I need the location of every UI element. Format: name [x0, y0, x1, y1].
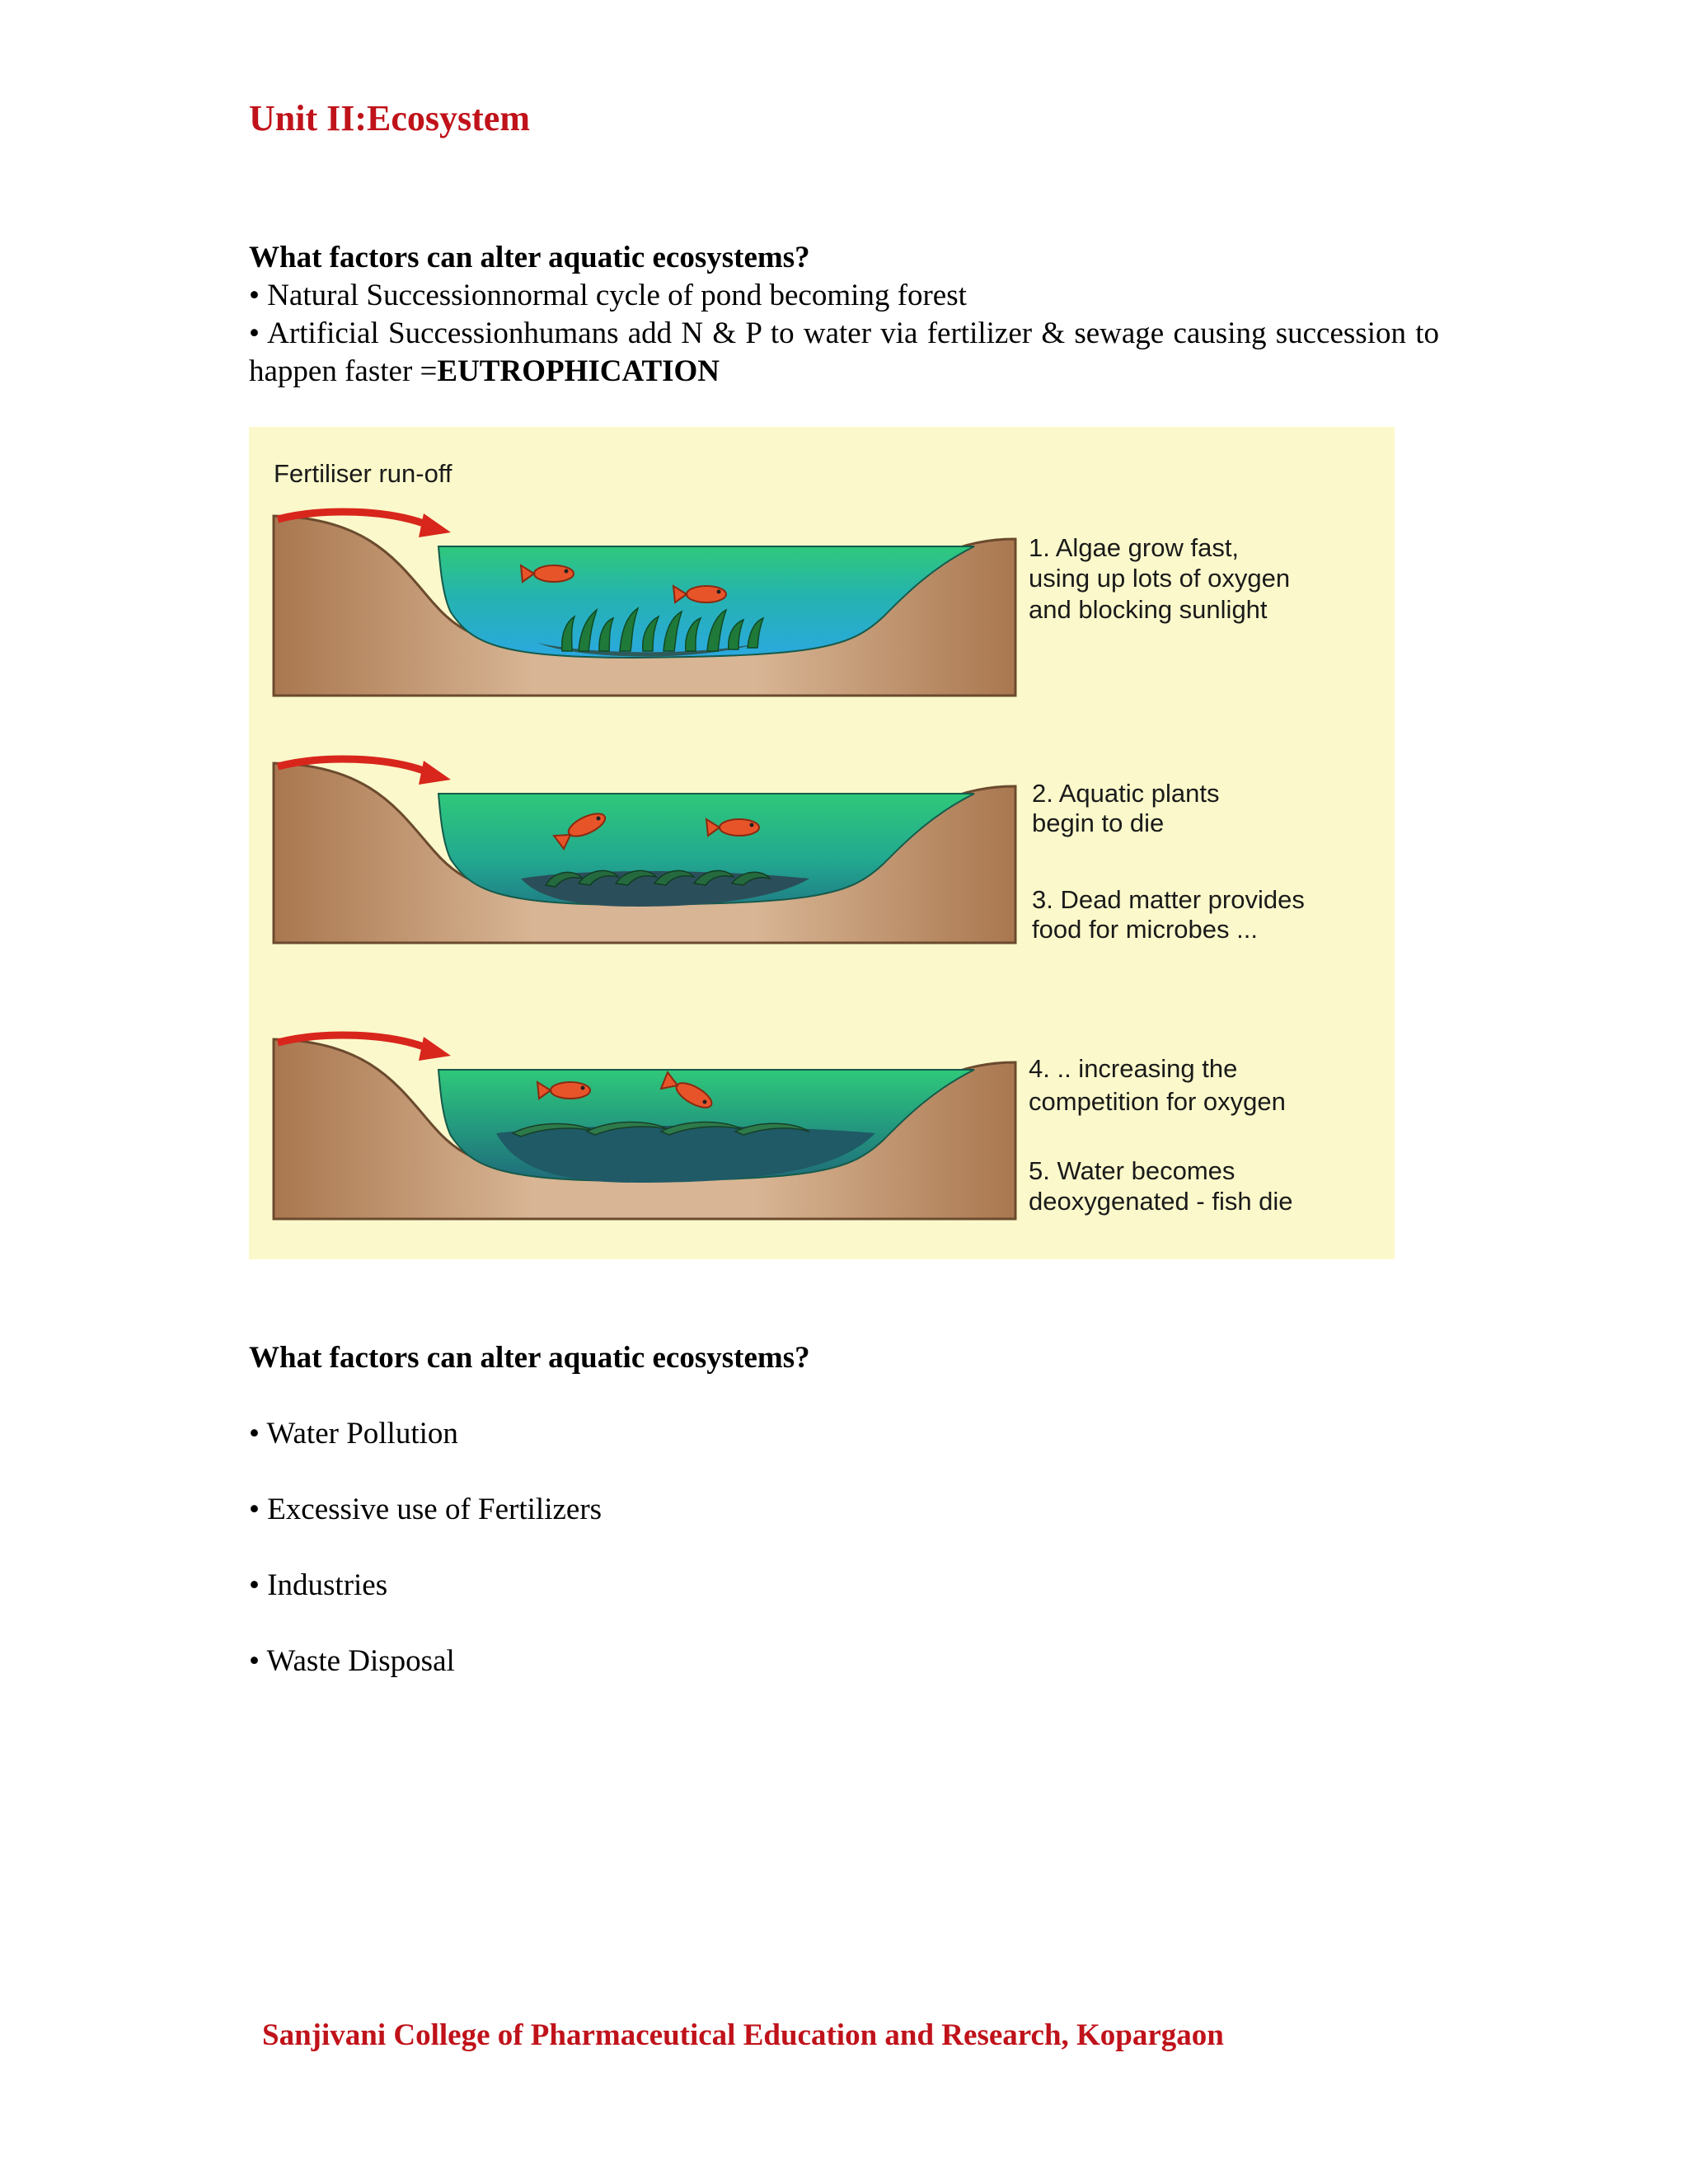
fertiliser-runoff-label: Fertiliser run-off	[274, 459, 452, 488]
bullet-natural-succession: • Natural Successionnormal cycle of pond becoming forest	[249, 279, 967, 312]
runoff-arrowhead-2	[419, 761, 451, 785]
pond-panel-2	[274, 759, 1305, 944]
list-item: • Excessive use of Fertilizers	[249, 1493, 603, 1526]
section-factors-list	[249, 1339, 1439, 1718]
section-heading: What factors can alter aquatic ecosystems?	[249, 241, 810, 274]
panel-2-line-4: food for microbes ...	[1032, 915, 1258, 944]
eutrophication-diagram	[249, 427, 1395, 1259]
panel-1-line-2: using up lots of oxygen	[1029, 564, 1291, 593]
panel-2-line-3: 3. Dead matter provides	[1032, 885, 1305, 914]
unit-title: Unit II:Ecosystem	[249, 98, 530, 138]
footer-college-name: Sanjivani College of Pharmaceutical Education and Research, Kopargaon	[262, 2018, 1224, 2052]
bullet-artificial-succession	[249, 315, 1439, 391]
runoff-arrowhead-1	[419, 513, 451, 537]
panel-2-line-2: begin to die	[1032, 808, 1165, 837]
runoff-arrowhead-3	[419, 1037, 451, 1061]
panel-1-line-3: and blocking sunlight	[1029, 595, 1268, 624]
factors-list	[249, 1415, 1439, 1680]
section-factors-succession	[249, 239, 1439, 391]
panel-3-line-3: 5. Water becomes	[1029, 1156, 1236, 1185]
eutrophication-term: EUTROPHICATION	[437, 354, 720, 388]
panel-3-line-4: deoxygenated - fish die	[1029, 1187, 1293, 1216]
list-item: • Industries	[249, 1568, 388, 1602]
eutrophication-diagram-svg	[249, 427, 1395, 1259]
panel-3-line-1: 4. .. increasing the	[1029, 1054, 1238, 1083]
bullet-artificial-text: • Artificial Successionhumans add N & P to water via fertilizer & sewage causing succession to happen faster =	[249, 316, 1439, 388]
panel-2-line-1: 2. Aquatic plants	[1032, 779, 1220, 808]
list-item: • Water Pollution	[249, 1417, 458, 1451]
list-item: • Waste Disposal	[249, 1644, 455, 1678]
pond-panel-3	[274, 1035, 1293, 1219]
panel-1-line-1: 1. Algae grow fast,	[1029, 533, 1240, 562]
section-heading: What factors can alter aquatic ecosystems?	[249, 1341, 810, 1375]
panel-3-line-2: competition for oxygen	[1029, 1087, 1286, 1116]
pond-panel-1	[274, 509, 1290, 696]
